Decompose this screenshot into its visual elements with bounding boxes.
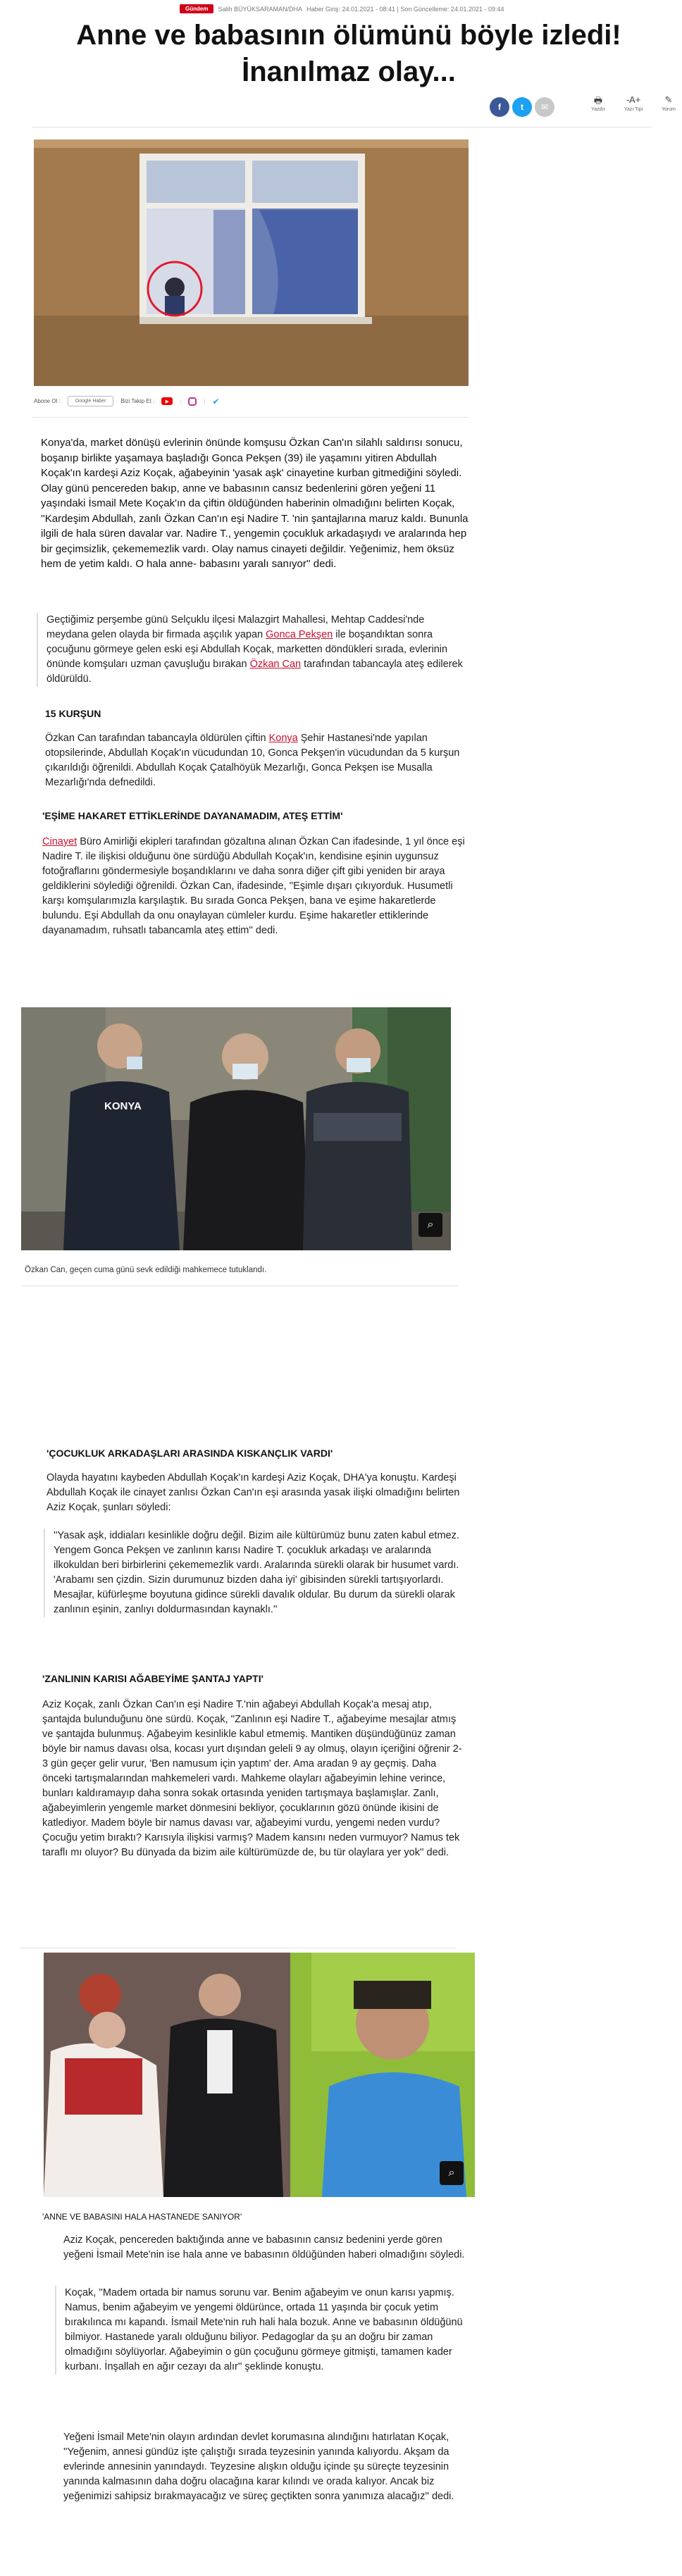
link-cinayet[interactable]: Cinayet bbox=[42, 836, 78, 847]
main-photo[interactable] bbox=[34, 139, 469, 386]
font-size-label: Yazı Tipi bbox=[624, 107, 643, 112]
subheading-hastanede: 'ANNE VE BABASINI HALA HASTANEDE SANIYOR' bbox=[42, 2212, 242, 2222]
paragraph-1-text-a: Geçtiğimiz perşembe günü Selçuklu ilçesi Malazgirt Mahallesi, Mehtap Caddesi'nde meydana gelen olayda bir firmada aşçılık yapan bbox=[46, 614, 425, 640]
separator: | bbox=[204, 398, 206, 404]
paragraph-1 bbox=[37, 613, 468, 687]
page-title: Anne ve babasının ölümünü böyle izledi! İnanılmaz olay... bbox=[76, 20, 621, 87]
share-bar bbox=[490, 97, 554, 117]
twitter-icon[interactable]: t bbox=[512, 97, 532, 117]
mail-icon[interactable]: ✉ bbox=[535, 97, 554, 117]
paragraph-9: Yeğeni İsmail Mete'nin olayın ardından devlet korumasına alındığını hatırlatan Koçak, ''Yeğenim, annesi gündüz işte çalıştığı sırada teyzesinin yanında kalıyordu. Akşam da evlerinde annesinin yanındaydı. Teyzesine alışkın olduğu içinde şu süreçte teyzesinin yanında kalmasının daha doğru olacağına karar kılındı ve orada kalıyor. Ancak biz yeğenimizi sahipsiz bırakmayacağız ve süreç geçtikten sonra yanımıza alacağız'' dedi. bbox=[63, 2432, 454, 2502]
paragraph-4: Olayda hayatını kaybeden Abdullah Koçak'ın kardeşi Aziz Koçak, DHA'ya konuştu. Kardeşi Abdullah Koçak ile cinayet zanlısı Özkan Can'ın eşi arasında yasak ilişki olmadığını belirten Aziz Koçak, şunları söyledi: bbox=[46, 1472, 460, 1513]
link-konya[interactable]: Konya bbox=[268, 733, 298, 744]
separator: | bbox=[180, 398, 182, 404]
font-size-icon: -A+ bbox=[626, 94, 641, 105]
print-label: Yazdır bbox=[591, 107, 605, 112]
publish-date: Haber Giriş: 24.01.2021 - 08:41 | Son Güncelleme: 24.01.2021 - 09:44 bbox=[306, 5, 504, 13]
article-tools bbox=[585, 94, 682, 112]
facebook-icon[interactable]: f bbox=[490, 97, 509, 117]
paragraph-1-text-b: ile boşandıktan sonra çocuğunu görmeye gelen eski eşi Abdullah Koçak, marketten döndükleri sırada, evlerinin önünde komşuları uzman çavuşluğu bırakan bbox=[46, 629, 448, 670]
font-size-button[interactable] bbox=[620, 94, 647, 112]
paragraph-3 bbox=[42, 835, 469, 938]
paragraph-2-text-b: Şehir Hastanesi'nde yapılan otopsilerinde, Abdullah Koçak'ın vücudundan 10, Gonca Pekşen'in vücudundan da 5 kurşun çıkarıldığı öğrenildi. Abdullah Koçak Çatalhöyük Mezarlığı, Gonca Pekşen ise Musalla Mezarlığı'nda defnedildi. bbox=[45, 733, 460, 788]
paragraph-2 bbox=[45, 731, 468, 790]
instagram-icon[interactable] bbox=[188, 397, 197, 406]
youtube-icon[interactable]: ▶ bbox=[161, 397, 173, 405]
comment-label: Yorum bbox=[662, 107, 676, 112]
print-icon: 🖶 bbox=[593, 95, 603, 106]
subheading-santaj: 'ZANLININ KARISI AĞABEYİME ŞANTAJ YAPTI' bbox=[42, 1673, 264, 1684]
print-button[interactable] bbox=[585, 94, 612, 112]
paragraph-6: Aziz Koçak, zanlı Özkan Can'ın eşi Nadire T.'nin ağabeyi Abdullah Koçak'a mesaj atıp, şantajda bulunduğunu öne sürdü. Koçak, ''Zanlının eşi Nadire T., ağabeyime mesajlar atmış ve şantajda bulunmuş. Ağabeyim kesinlikle kabul etmemiş. Mantiken düşündüğünüz zaman böyle bir namus davası olsa, kocası yurt dışından geleli 9 ay olmuş, olayın içeriğini öğrenir 2- 3 gün geçer gelir vurur, 'Ben namusum için yaptım' der. Ama aradan 9 ay geçmiş. Daha önceki tartışmalarından mahkemeleri vardı. Mahkeme olayları ağabeyimin lehine verince, bunları kaldıramayıp daha sonra sokak ortasında yeniden tartışmaya başlamışlar. Zanlı, ağabeyimlerin yengemle market dönmesini bekliyor, çocuklarının gözü önünde ikisini de katlediyor. Madem böyle bir namus davası var, ağabeyimi vurdu, yengemi neden vurdu? Çocuğu yetim bıraktı? Karısıyla ilişkisi varmış? Madem kansını neden vurmuyor? Namus tek taraflı mı oluyor? Bu dünyada da bizim aile kültürümüzde de, bu tür olaylara yer yok'' dedi. bbox=[42, 1699, 462, 1858]
subscribe-label: Abone Ol : bbox=[34, 398, 61, 404]
follow-label: Bizi Takip Et : bbox=[120, 398, 155, 404]
comment-icon: ✎ bbox=[664, 94, 673, 105]
photo-2-caption: Özkan Can, geçen cuma günü sevk edildiği mahkemece tutuklandı. bbox=[25, 1266, 267, 1274]
link-ozkan-can[interactable]: Özkan Can bbox=[249, 659, 302, 670]
vest-label: KONYA bbox=[104, 1100, 142, 1112]
paragraph-2-text-a: Özkan Can tarafından tabancayla öldürülen çiftin bbox=[45, 733, 269, 744]
paragraph-8-quote: Koçak, ''Madem ortada bir namus sorunu var. Benim ağabeyim ve onun karısı yapmış. Namus, benim ağabeyim ve yengemi öldürünce, ortada 11 yaşında bir çocuk yetim bırakılınca mı kapandı. İsmail Mete'nin ruh hali hala bozuk. Anne ve babasının öldüğünü bilmiyor. Hastanede yaralı olduğunu biliyor. Pedagoglar da şu an doğru bir zaman olmadığını söylüyorlar. Ağabeyimin o gün çocuğunu görmeye gitmişti, tamamen kader kurbanı. İnşallah en ağır cezayı da alır'' şeklinde konuştu. bbox=[55, 2286, 468, 2375]
subheading-15-kursun: 15 KURŞUN bbox=[45, 708, 101, 719]
wedding-image bbox=[44, 1953, 475, 2197]
zoom-icon[interactable]: ⌕ bbox=[418, 1213, 442, 1237]
author: Salih BÜYÜKSARAMAN/DHA bbox=[218, 5, 302, 13]
paragraph-7: Aziz Koçak, pencereden baktığında anne ve babasının cansız bedenini yerde gören yeğeni İsmail Mete'nin ise hala anne ve babasının öldüğünden haberi olmadığını söyledi. bbox=[63, 2234, 465, 2260]
comment-button[interactable] bbox=[655, 94, 682, 112]
window-scene-image bbox=[34, 139, 469, 386]
google-news-button[interactable]: Google Haber bbox=[68, 396, 114, 406]
police-escort-image bbox=[21, 1007, 451, 1250]
follow-row bbox=[34, 396, 220, 406]
wedding-photo[interactable] bbox=[44, 1953, 475, 2197]
subheading-kiskanclik: 'ÇOCUKLUK ARKADAŞLARI ARASINDA KISKANÇLIK VARDI' bbox=[46, 1448, 333, 1459]
paragraph-1-text-c: tarafından tabancayla ateş edilerek öldürüldü. bbox=[46, 659, 463, 685]
paragraph-3-text: Büro Amirliği ekipleri tarafından gözaltına alınan Özkan Can ifadesinde, 1 yıl önce eşi Nadire T. ile ilişkisi olduğunu öne sürdüğü Abdullah Koçak'ın, kendisine eşinin uygunsuz fotoğraflarını göndermesiyle boşandıklarını ve daha sonra diğer çift gibi yeniden bir araya geldiklerini söylediği öğrenildi. Özkan Can, ifadesinde, ''Eşimle dışarı çıkıyorduk. Husumetli karşı komşularımızla karşılaştık. Bu sırada Gonca Pekşen, bana ve eşime hakaretlerde bulundu. Eşi Abdullah da onu onaylayan cümleler kurdu. Eşime hakaretler ettiklerinde dayanamadım, ruhsatlı tabancamla ateş ettim'' dedi. bbox=[42, 836, 465, 936]
link-gonca-peksen[interactable]: Gonca Pekşen bbox=[266, 629, 333, 640]
follow-divider bbox=[32, 417, 469, 418]
article-lead: Konya'da, market dönüşü evlerinin önünde komşusu Özkan Can'ın silahlı saldırısı sonucu, boşanıp birlikte yaşamaya başladığı Gonca Pekşen (39) ile yaşamını yitiren Abdullah Koçak'ın kardeşi Aziz Koçak, ağabeyinin 'yasak aşk' cinayetine kurban gitmediğini söyledi. Olay günü pencereden bakıp, anne ve babasının cansız bedenlerini gören yeğeni 11 yaşındaki İsmail Mete Koçak'ın da çiftin öldüğünden haberinin olmadığını belirten Koçak, ''Kardeşim Abdullah, zanlı Özkan Can'ın eşi Nadire T. 'nin şantajlarına maruz kaldı. Bununla ilgili de hala süren davalar var. Nadire T., yengemin çocukluk arkadaşıydı ve aralarında hep bir geçimsizlik, çekememezlik vardı. Olay namus cinayeti değildir. Yeğenimiz, hem öksüz hem de yetim kaldı. O hala anne- babasını yaralı sanıyor'' dedi. bbox=[41, 437, 469, 570]
meta-row bbox=[180, 4, 504, 13]
police-photo[interactable] bbox=[21, 1007, 451, 1250]
paragraph-5-quote: ''Yasak aşk, iddiaları kesinlikle doğru değil. Bizim aile kültürümüz bunu zaten kabul etmez. Yengem Gonca Pekşen ve zanlının karısı Nadire T. çocukluk arkadaşı ve aralarında ilkokuldan beri birbirlerini çekememezlik vardı. Aralarında sürekli olarak bir husumet vardı. 'Arabamı sen çizdin. Sizin durumunuz bizden daha iyi' gibisinden sürekli tartışıyorlardı. Mesajlar, küfürleşme boyutuna gidince sürekli davalık oldular. Bu durum da sürekli olarak zanlının eşinin, zanlıyı doldurmasından kaynaklı.'' bbox=[44, 1529, 466, 1617]
zoom-icon-2[interactable]: ⌕ bbox=[440, 2161, 464, 2185]
category-badge[interactable]: Gündem bbox=[180, 4, 213, 13]
twitter-follow-icon[interactable]: ✔ bbox=[212, 396, 220, 406]
subheading-esime-hakaret: 'EŞİME HAKARET ETTİKLERİNDE DAYANAMADIM, ATEŞ ETTİM' bbox=[42, 810, 343, 821]
